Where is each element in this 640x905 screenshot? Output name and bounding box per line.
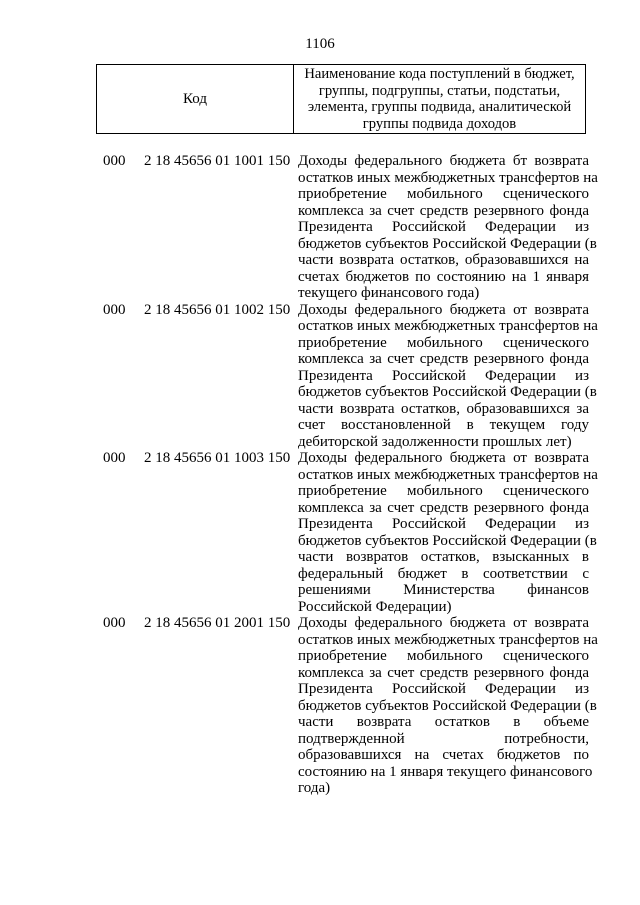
desc-line: федеральный бюджет в соответствии с bbox=[298, 565, 589, 582]
desc-line: комплекса за счет средств резервного фонда bbox=[298, 664, 589, 681]
desc-line: Президента Российской Федерации из bbox=[298, 219, 589, 235]
desc-line: приобретение мобильного сценического bbox=[298, 334, 589, 351]
desc-line: Президента Российской Федерации из bbox=[298, 516, 589, 532]
table-row bbox=[0, 153, 640, 302]
desc-line: остатков иных межбюджетных трансфертов на bbox=[298, 318, 598, 334]
header-code-cell: Код bbox=[97, 65, 294, 133]
desc-line: приобретение мобильного сценического bbox=[298, 186, 589, 202]
desc-line: дебиторской задолженности прошлых лет) bbox=[298, 433, 572, 450]
header-name-cell bbox=[294, 65, 585, 133]
row-description bbox=[298, 153, 598, 302]
desc-line: остатков иных межбюджетных трансфертов на bbox=[298, 169, 598, 186]
desc-line: Доходы федерального бюджета от возврата bbox=[298, 450, 589, 466]
desc-line: остатков иных межбюджетных трансфертов на bbox=[298, 631, 598, 648]
row-description bbox=[298, 450, 598, 615]
desc-line: образовавшихся на счетах бюджетов по bbox=[298, 747, 589, 763]
desc-line: комплекса за счет средств резервного фонда bbox=[298, 202, 589, 219]
desc-line: приобретение мобильного сценического bbox=[298, 648, 589, 664]
desc-line: Президента Российской Федерации из bbox=[298, 367, 589, 384]
desc-line: Президента Российской Федерации из bbox=[298, 681, 589, 697]
row-prefix: 000 bbox=[103, 153, 126, 169]
desc-line: приобретение мобильного сценического bbox=[298, 483, 589, 499]
header-name-line: Наименование кода поступлений в бюджет, bbox=[304, 66, 575, 82]
desc-line: счет восстановленной в текущем году bbox=[298, 417, 589, 433]
desc-line: части возврата остатков, образовавшихся за bbox=[298, 400, 589, 417]
page-number: 1106 bbox=[305, 36, 335, 52]
row-code: 2 18 45656 01 1002 150 bbox=[144, 301, 291, 318]
desc-line: бюджетов субъектов Российской Федерации (в bbox=[298, 235, 597, 252]
row-description bbox=[298, 615, 598, 797]
desc-line: решениями Министерства финансов bbox=[298, 582, 589, 598]
desc-line: бюджетов субъектов Российской Федерации (в bbox=[298, 384, 597, 400]
desc-line: остатков иных межбюджетных трансфертов на bbox=[298, 466, 598, 483]
row-code: 2 18 45656 01 1001 150 bbox=[144, 153, 291, 169]
desc-line: части возврата остатков, образовавшихся на bbox=[298, 252, 589, 268]
desc-line: Российской Федерации) bbox=[298, 598, 452, 615]
desc-line: Доходы федерального бюджета от возврата bbox=[298, 301, 589, 318]
header-name-line: группы подвида доходов bbox=[362, 115, 517, 132]
row-description bbox=[298, 301, 598, 451]
table-row bbox=[0, 302, 640, 451]
desc-line: подтвержденной потребности, bbox=[298, 730, 589, 747]
desc-line: части возврата остатков в объеме bbox=[298, 714, 589, 730]
desc-line: комплекса за счет средств резервного фонда bbox=[298, 499, 589, 516]
desc-line: Доходы федерального бюджета от возврата bbox=[298, 615, 589, 631]
desc-line: бюджетов субъектов Российской Федерации (в bbox=[298, 697, 597, 714]
table-header bbox=[96, 64, 586, 134]
header-name-line: элемента, группы подвида, аналитической bbox=[307, 99, 572, 115]
row-prefix: 000 bbox=[103, 615, 126, 631]
header-name-line: группы, подгруппы, статьи, подстатьи, bbox=[318, 82, 561, 99]
row-code: 2 18 45656 01 1003 150 bbox=[144, 450, 291, 466]
desc-line: части возвратов остатков, взысканных в bbox=[298, 549, 589, 565]
table-row bbox=[0, 450, 640, 615]
row-code: 2 18 45656 01 2001 150 bbox=[144, 615, 291, 631]
desc-line: счетах бюджетов по состоянию на 1 января bbox=[298, 268, 589, 285]
desc-line: года) bbox=[298, 780, 331, 796]
desc-line: Доходы федерального бюджета бт возврата bbox=[298, 153, 589, 169]
table-row bbox=[0, 615, 640, 797]
row-prefix: 000 bbox=[103, 301, 126, 318]
table-body bbox=[0, 153, 640, 797]
desc-line: комплекса за счет средств резервного фонда bbox=[298, 351, 589, 367]
row-prefix: 000 bbox=[103, 450, 126, 466]
desc-line: бюджетов субъектов Российской Федерации (в bbox=[298, 532, 597, 549]
desc-line: состоянию на 1 января текущего финансового bbox=[298, 763, 593, 780]
desc-line: текущего финансового года) bbox=[298, 285, 480, 301]
